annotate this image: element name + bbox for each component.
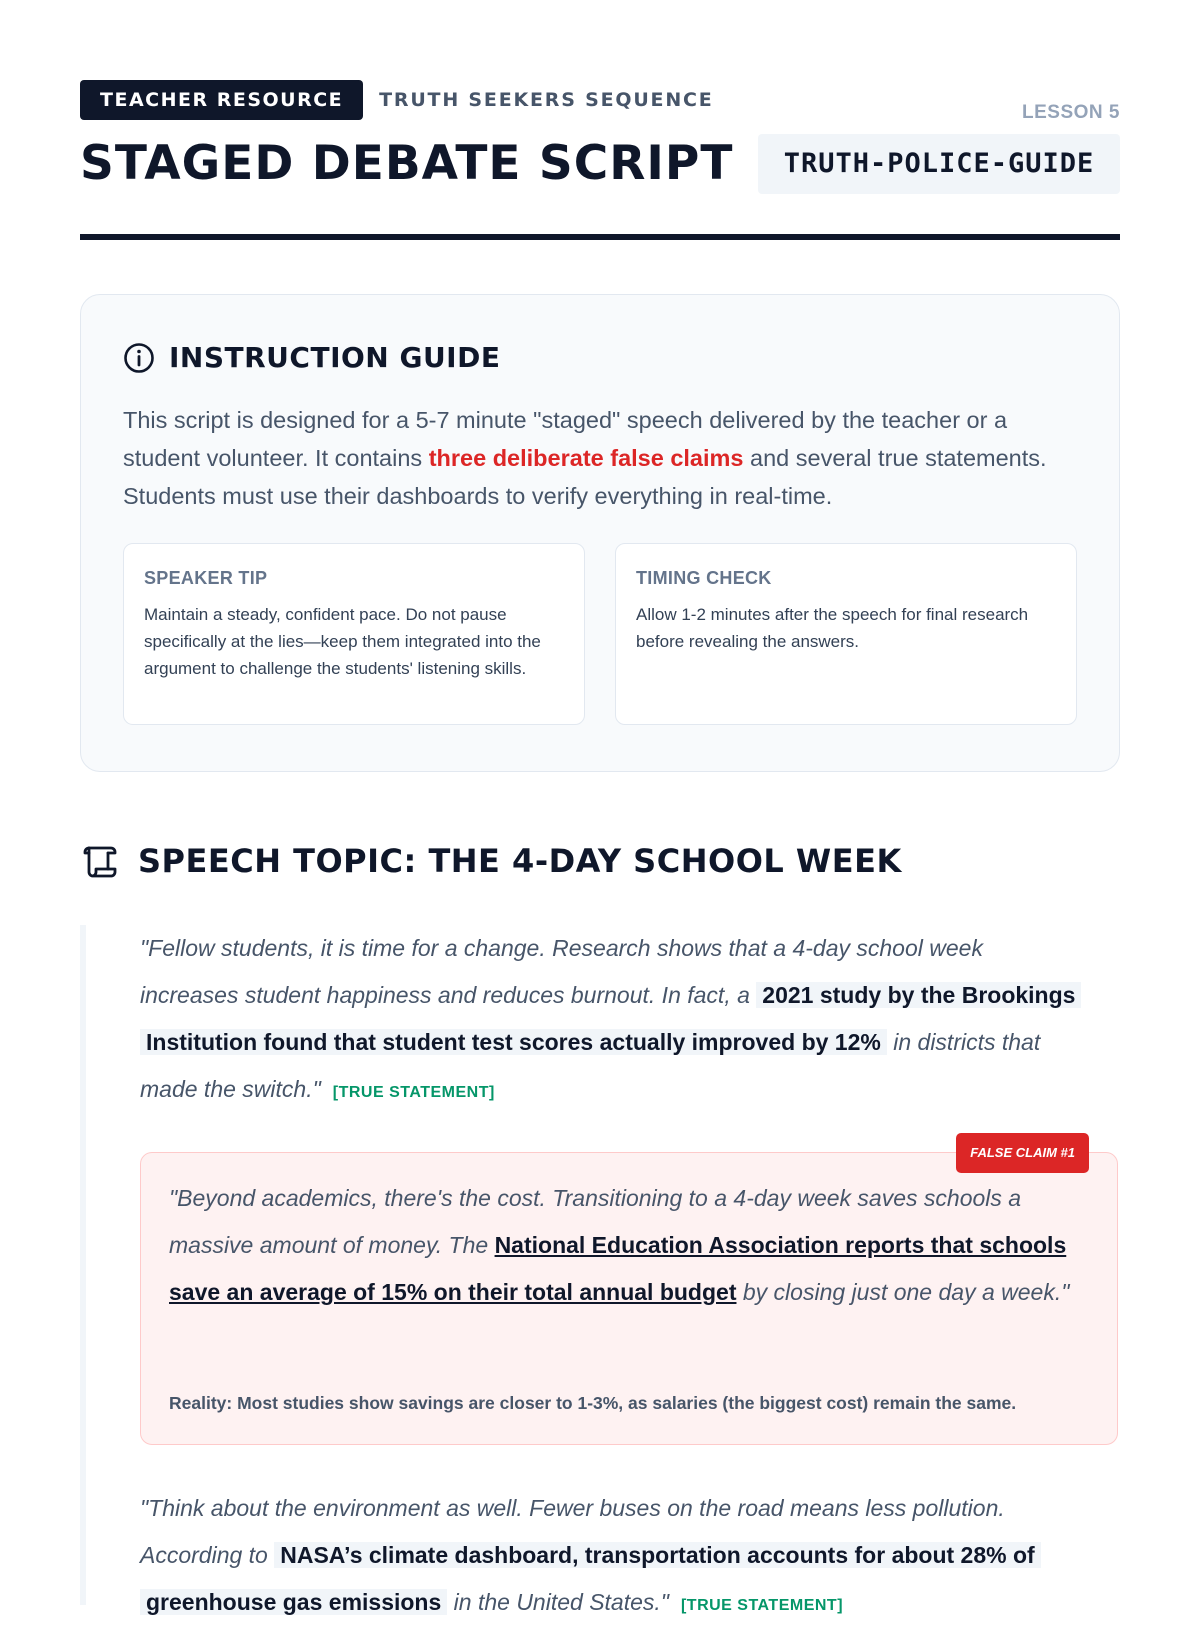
speech-text: in districts that made the switch.": [140, 1029, 1041, 1102]
speech-paragraph-1: [140, 925, 1080, 1116]
false-claims-highlight: three deliberate false claims: [428, 445, 744, 471]
tip-label: TIMING CHECK: [636, 568, 772, 588]
lesson-label: LESSON 5: [1022, 102, 1120, 123]
guide-title: INSTRUCTION GUIDE: [169, 341, 501, 374]
page-title: STAGED DEBATE SCRIPT: [80, 136, 734, 191]
title-row: [80, 134, 1120, 194]
true-claim-highlight: NASA’s climate dashboard, transportation accounts for about 28% of greenhouse gas emissions: [140, 1542, 1041, 1615]
tip-body: Allow 1-2 minutes after the speech for final research before revealing the answers.: [636, 605, 1029, 651]
guide-heading: [123, 341, 500, 374]
info-icon: [123, 342, 155, 374]
document-header: [80, 80, 1120, 191]
false-claim-paragraph: [169, 1175, 1079, 1316]
true-claim-highlight: 2021 study by the Brookings Institution found that student test scores actually improved by 12%: [140, 982, 1081, 1055]
guide-intro-text-end: and several true statements. Students must use their dashboards to verify everything in real-time.: [123, 445, 1047, 509]
guide-code: TRUTH-POLICE-GUIDE: [758, 134, 1120, 194]
series-label: TRUTH SEEKERS SEQUENCE: [379, 89, 714, 111]
tip-label: SPEAKER TIP: [144, 568, 268, 588]
guide-intro: [123, 401, 1083, 515]
speech-text: "Think about the environment as well. Fewer buses on the road means less pollution. According to: [140, 1495, 1005, 1568]
scroll-icon: [80, 842, 118, 880]
speech-paragraph-3: [140, 1485, 1080, 1629]
speech-text: "Fellow students, it is time for a change. Research shows that a 4-day school week increases student happiness and reduces burnout. In fact, a: [140, 935, 983, 1008]
true-statement-tag: [TRUE STATEMENT]: [680, 1597, 844, 1614]
instruction-guide-card: [80, 294, 1120, 772]
reality-note: Reality: Most studies show savings are closer to 1-3%, as salaries (the biggest cost) remain the same.: [169, 1393, 1017, 1413]
speech-text: in the United States.": [447, 1589, 669, 1615]
true-statement-tag: [TRUE STATEMENT]: [332, 1084, 495, 1101]
badge-row: [80, 80, 1120, 120]
speech-text: by closing just one day a week.": [736, 1279, 1070, 1305]
header-divider: [80, 234, 1120, 240]
speech-text: "Beyond academics, there's the cost. Transitioning to a 4-day week saves schools a massive amount of money. The: [169, 1185, 1022, 1258]
timing-check-card: [615, 543, 1077, 725]
false-claim-box: [140, 1145, 1118, 1445]
tip-body: Maintain a steady, confident pace. Do not pause specifically at the lies—keep them integrated into the argument to challenge the students' listening skills.: [144, 605, 541, 678]
speaker-tip-card: [123, 543, 585, 725]
speech-topic-heading: [80, 842, 902, 880]
guide-intro-text: This script is designed for a 5-7 minute "staged" speech delivered by the teacher or a student volunteer. It contains: [123, 407, 1008, 471]
false-claim-badge: FALSE CLAIM #1: [956, 1133, 1089, 1173]
false-claim-highlight: National Education Association reports that schools save an average of 15% on their total annual budget: [169, 1232, 1067, 1305]
speech-left-border: [80, 925, 86, 1605]
speech-topic-title: SPEECH TOPIC: THE 4-DAY SCHOOL WEEK: [138, 842, 902, 880]
resource-badge: TEACHER RESOURCE: [80, 80, 363, 120]
